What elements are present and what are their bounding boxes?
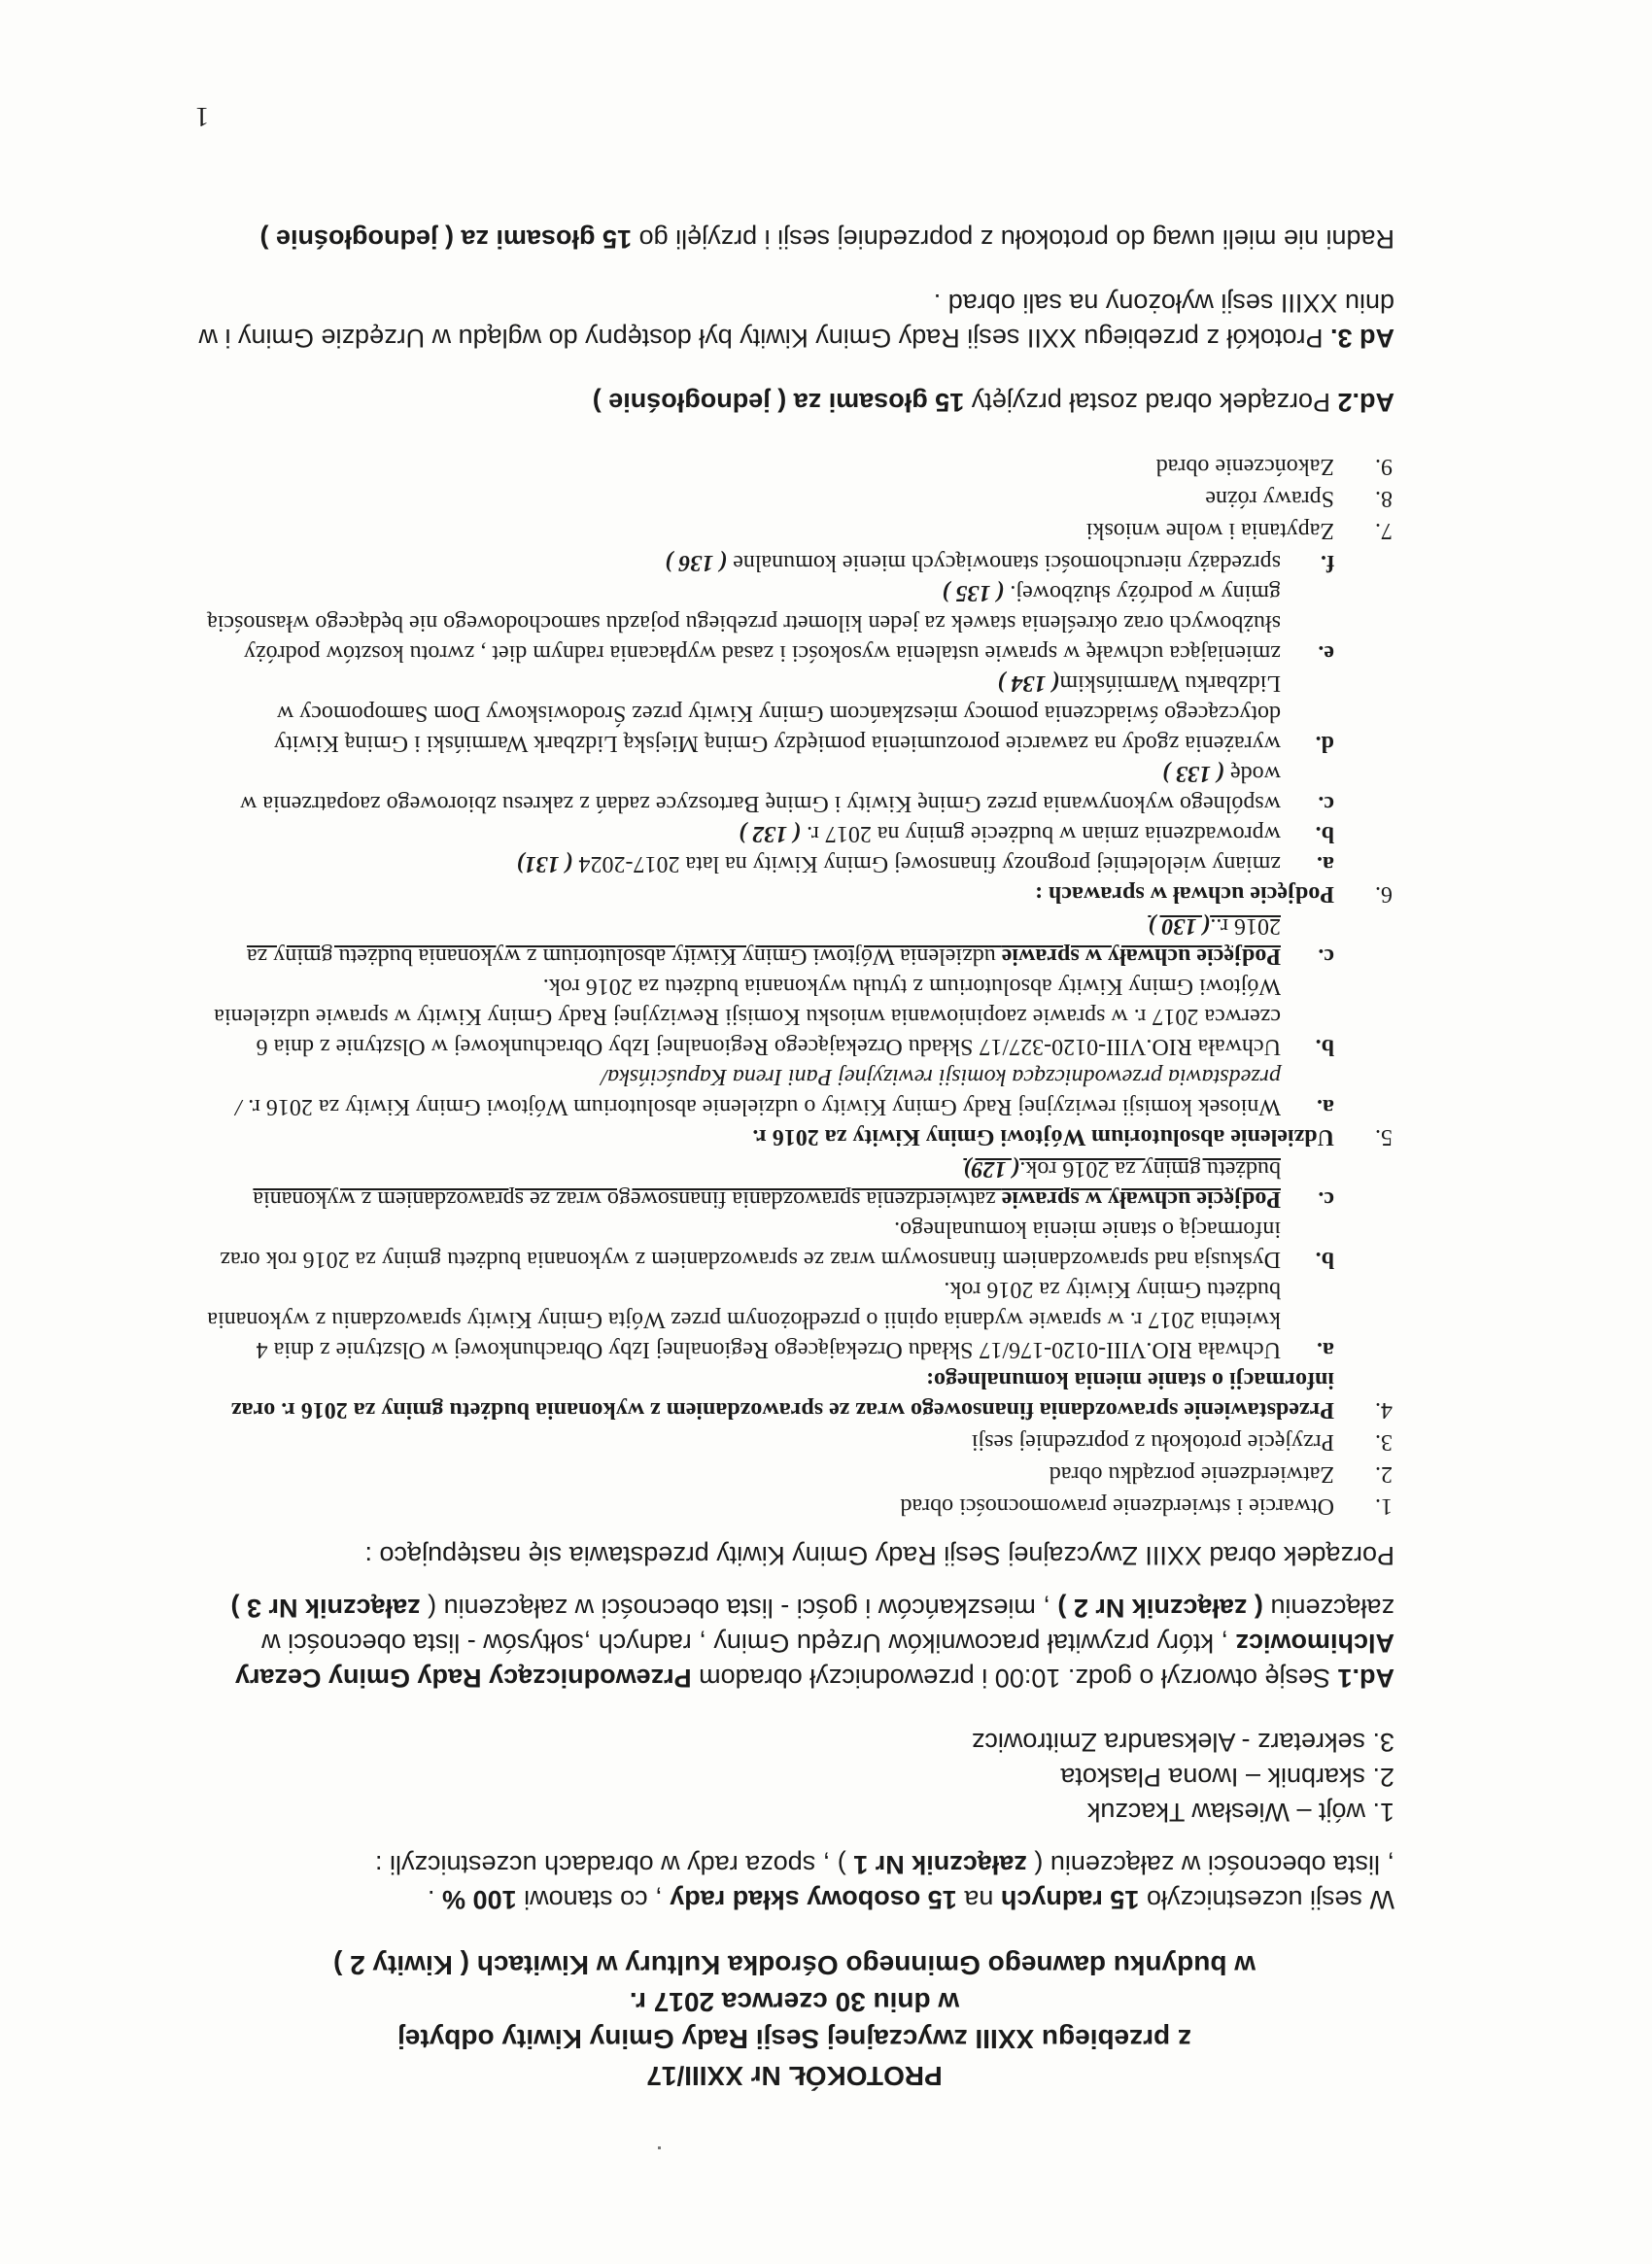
resolution-number: ( 136 ) bbox=[665, 550, 728, 575]
attendance-text: . bbox=[428, 1885, 443, 1914]
ad1-text: Sesję otworzył o godz. 10:00 i przewodniczył obradom bbox=[691, 1664, 1338, 1693]
agenda-subitem bbox=[194, 910, 1334, 971]
agenda-item bbox=[194, 451, 1394, 481]
attendance-percent: 100 % bbox=[442, 1885, 517, 1914]
agenda-item bbox=[194, 515, 1394, 545]
agenda-sublist bbox=[194, 1153, 1334, 1364]
agenda-number: 3. bbox=[1375, 1429, 1393, 1455]
chairman-name: Przewodniczący Rady Gminy Cezary Alchimowicz bbox=[234, 1629, 1394, 1693]
section-label: Ad 3. bbox=[1329, 324, 1394, 353]
agenda-sublist bbox=[194, 547, 1334, 878]
section-label: Ad.2 bbox=[1337, 388, 1394, 417]
sub-text: zmiany wieloletniej prognozy finansowej Gminy Kiwity na lata 2017-2024 bbox=[572, 851, 1281, 876]
resolution-number: ( 133 ) bbox=[1162, 761, 1225, 786]
agenda-text: Przedstawienie sprawozdania finansowego wraz ze sprawozdaniem z wykonania budżetu gminy za 2016 r. oraz informacji o stanie mienia komunalnego: bbox=[230, 1367, 1334, 1423]
agenda-item bbox=[194, 1426, 1394, 1457]
sub-letter: c. bbox=[1318, 791, 1334, 816]
document-body bbox=[194, 222, 1394, 2094]
vote-result: 15 głosami za ( jednogłośnie ) bbox=[592, 388, 965, 417]
sub-text: wprowadzenia zmian w budżecie gminy na 2017 r. bbox=[801, 821, 1281, 846]
agenda-subitem bbox=[194, 547, 1334, 577]
sub-text: zmieniająca uchwałę w sprawie ustalenia wysokości i zasad wypłacania radnym diet , zwrotu kosztów podróży służbowych oraz określenia stawek za jeden kilometr przebiegu pojazdu samochodowego nie będącego własnością gminy w podróży służbowej. bbox=[207, 580, 1281, 666]
agenda-text: Zatwierdzenie porządku obrad bbox=[1049, 1461, 1334, 1487]
staff-item: 1. wójt – Wiesław Tkaczuk bbox=[1086, 1798, 1394, 1827]
sub-letter: b. bbox=[1315, 821, 1334, 846]
agenda-item bbox=[194, 1491, 1394, 1521]
page-number: 1 bbox=[195, 101, 209, 131]
sub-letter: d. bbox=[1315, 731, 1334, 756]
sub-letter: f. bbox=[1321, 550, 1334, 575]
resolution-label: Podjęcie uchwały w sprawie bbox=[1001, 1186, 1281, 1212]
agenda-subitem bbox=[194, 668, 1334, 758]
sub-text: Uchwała RIO.VIII-0120-176/17 Składu Orzekającego Regionalnej Izby Obrachunkowej w Olsztynie z dnia 4 kwietnia 2017 r. w sprawie wydania opinii o przedłożonym przez Wójta Gminy Kiwity sprawozdaniu z wykonania budżetu Gminy Kiwity za 2016 rok. bbox=[207, 1277, 1281, 1362]
agenda-number: 6. bbox=[1375, 881, 1393, 907]
resolution-number: ( 129) bbox=[963, 1156, 1020, 1182]
title-line-4: w budynku dawnego Gminnego Ośrodka Kultury w Kiwitach ( Kiwity 2 ) bbox=[333, 1950, 1256, 1980]
sub-letter: c. bbox=[1318, 1186, 1334, 1212]
sub-letter: e. bbox=[1318, 640, 1334, 666]
sub-letter: c. bbox=[1318, 943, 1334, 969]
sub-text: Uchwała RIO.VIII-0120-327/17 Składu Orzekającego Regionalnej Izby Obrachunkowej w Olsztynie z dnia 6 czerwca 2017 r. w sprawie zaopiniowania wniosku Komisji Rewizyjnej Rady Gminy Kiwity w sprawie udzielenia Wójtowi Gminy Kiwity absolutorium z tytułu wykonania budżetu za 2016 rok. bbox=[214, 974, 1281, 1059]
ad3-vote-text: Radni nie mieli uwag do protokołu z poprzedniej sesji i przyjęli go bbox=[632, 224, 1394, 254]
agenda-subitem bbox=[194, 818, 1334, 848]
agenda-text: Przyjęcie protokołu z poprzedniej sesji bbox=[971, 1429, 1334, 1455]
section-label: Ad.1 bbox=[1337, 1664, 1394, 1693]
agenda-item bbox=[194, 910, 1394, 1151]
agenda-subitem bbox=[194, 577, 1334, 668]
agenda-number: 4. bbox=[1375, 1397, 1393, 1423]
sub-text: wyrażenia zgody na zawarcie porozumienia pomiędzy Gminą Miejską Lidzbark Warmiński i Gminą Kiwity dotyczącego świadczenia pomocy mieszkańcom Gminy Kiwity przez Środowiskowy Dom Samopomocy w Lidzbarku Warmińskim bbox=[274, 670, 1281, 756]
attachment-ref: załącznik Nr 3 ) bbox=[230, 1594, 421, 1623]
sub-letter: a. bbox=[1317, 851, 1334, 876]
agenda-subitem bbox=[194, 1061, 1334, 1121]
agenda-item bbox=[194, 483, 1394, 513]
agenda-text: Zapytania i wolne wnioski bbox=[1085, 518, 1334, 543]
guest-staff-list bbox=[194, 1725, 1394, 1830]
title-line-1: PROTOKÓŁ Nr XXIII/17 bbox=[646, 2061, 943, 2091]
attendance-paragraph bbox=[194, 1847, 1394, 1917]
ad2-paragraph bbox=[194, 385, 1394, 420]
agenda-text: Sprawy różne bbox=[1205, 486, 1334, 511]
agenda-number: 8. bbox=[1375, 486, 1393, 511]
vote-result: 15 głosami za ( jednogłośnie ) bbox=[259, 224, 633, 254]
sub-text: udzielenia Wójtowi Gminy Kiwity absolutorium z wykonania budżetu gminy za 2016 r.. bbox=[246, 913, 1281, 969]
ad2-text: Porządek obrad został przyjęty bbox=[964, 388, 1338, 417]
resolution-number: ( 134 ) bbox=[997, 670, 1060, 696]
agenda-number: 5. bbox=[1375, 1124, 1393, 1149]
agenda-subitem bbox=[194, 971, 1334, 1061]
staff-item: 3. sekretarz - Aleksandra Zmitrowicz bbox=[971, 1728, 1394, 1757]
agenda-list bbox=[194, 451, 1394, 1521]
agenda-subitem bbox=[194, 758, 1334, 818]
agenda-number: 9. bbox=[1375, 454, 1393, 479]
resolution-number: ( 130 ) bbox=[1148, 913, 1211, 939]
title-line-2: z przebiegu XXIII zwyczajnej Sesji Rady Gminy Kiwity odbytej bbox=[397, 2024, 1191, 2054]
sub-letter: a. bbox=[1317, 1337, 1334, 1362]
sub-text: sprzedaży nieruchomości stanowiących mienie komunalne bbox=[727, 550, 1281, 575]
staff-item: 2. skarbnik – Iwona Plaskota bbox=[1060, 1763, 1394, 1792]
attendance-text: , lista obecności w załączeniu ( bbox=[1026, 1850, 1394, 1879]
sub-letter: a. bbox=[1317, 1094, 1334, 1119]
agenda-number: 2. bbox=[1375, 1461, 1393, 1487]
attendance-text: , co stanowi bbox=[516, 1885, 671, 1914]
ad1-text: , który przywitał pracowników Urzędu Gminy , radnych ,sołtysów - lista obecności w załączeniu bbox=[261, 1594, 1394, 1658]
attendance-count: 15 radnych bbox=[1000, 1885, 1140, 1914]
sub-text: zatwierdzenia sprawozdania finansowego wraz ze sprawozdaniem z wykonania budżetu gminy za 2016 rok. bbox=[253, 1156, 1281, 1212]
agenda-intro: Porządek obrad XXIII Zwyczajnej Sesji Rady Gminy Kiwity przedstawia się następująco : bbox=[364, 1541, 1394, 1570]
resolution-number: ( 135 ) bbox=[942, 580, 1005, 605]
attendance-text: W sesji uczestniczyło bbox=[1139, 1885, 1394, 1914]
ad3-vote bbox=[194, 222, 1394, 257]
sub-text: wspólnego wykonywania przez Gminę Kiwity i Gminę Bartoszyce zadań z zakresu zbiorowego zaopatrzenia w wodę bbox=[240, 761, 1281, 816]
ad1-text: , mieszkańców i gości - lista obecności w załączeniu ( bbox=[420, 1594, 1058, 1623]
sub-letter: b. bbox=[1315, 1034, 1334, 1059]
agenda-text: Udzielenie absolutorium Wójtowi Gminy Kiwity za 2016 r. bbox=[752, 1124, 1334, 1149]
sub-text: Wniosek komisji rewizyjnej Rady Gminy Kiwity o udzielenie absolutorium Wójtowi Gminy Kiwity za 2016 r. bbox=[248, 1094, 1281, 1119]
ad1-paragraph bbox=[194, 1591, 1394, 1696]
title-line-3: w dniu 30 czerwca 2017 r. bbox=[629, 1987, 960, 2017]
agenda-number: 1. bbox=[1375, 1493, 1393, 1519]
council-size: 15 osobowy skład rady bbox=[670, 1885, 957, 1914]
protocol-title bbox=[194, 1946, 1394, 2094]
resolution-label: Podjęcie uchwały w sprawie bbox=[1001, 943, 1281, 969]
agenda-number: 7. bbox=[1375, 518, 1393, 543]
agenda-subitem bbox=[194, 1153, 1334, 1214]
attendance-text: na bbox=[956, 1885, 1001, 1914]
agenda-item bbox=[194, 1458, 1394, 1489]
sub-text: Dyskusja nad sprawozdaniem finansowym wraz ze sprawozdaniem z wykonania budżetu gminy za 2016 rok oraz informacją o stanie mienia komunalnego. bbox=[220, 1217, 1281, 1272]
scan-speck bbox=[658, 2146, 661, 2149]
agenda-text: Otwarcie i stwierdzenie prawomocności obrad bbox=[900, 1493, 1334, 1519]
attachment-ref: załącznik Nr 1 bbox=[853, 1850, 1027, 1879]
attachment-ref: ( załącznik Nr 2 ) bbox=[1057, 1594, 1263, 1623]
ad3-text: Protokół z przebiegu XXII sesji Rady Gminy Kiwity był dostępny do wglądu w Urzędzie Gminy i w dniu XXIII sesji wyłożony na sali obrad . bbox=[198, 289, 1394, 353]
agenda-subitem bbox=[194, 848, 1334, 878]
ad3-paragraph bbox=[194, 286, 1394, 356]
resolution-number: ( 131) bbox=[516, 851, 573, 876]
attendance-text: ) , spoza rady w obradach uczestniczyli : bbox=[375, 1850, 854, 1879]
agenda-item bbox=[194, 1153, 1394, 1424]
resolution-number: ( 132 ) bbox=[739, 821, 802, 846]
agenda-text: Zakończenie obrad bbox=[1155, 454, 1334, 479]
agenda-text: Podjęcie uchwał w sprawach : bbox=[1035, 881, 1334, 907]
presenter-note: / przedstawia przewodnicząca komisji rewizyjnej Pani Irena Kapuścińska/ bbox=[235, 1064, 1281, 1119]
sub-letter: b. bbox=[1315, 1247, 1334, 1272]
agenda-item bbox=[194, 547, 1394, 909]
agenda-subitem bbox=[194, 1274, 1334, 1364]
agenda-sublist bbox=[194, 910, 1334, 1121]
agenda-subitem bbox=[194, 1214, 1334, 1274]
